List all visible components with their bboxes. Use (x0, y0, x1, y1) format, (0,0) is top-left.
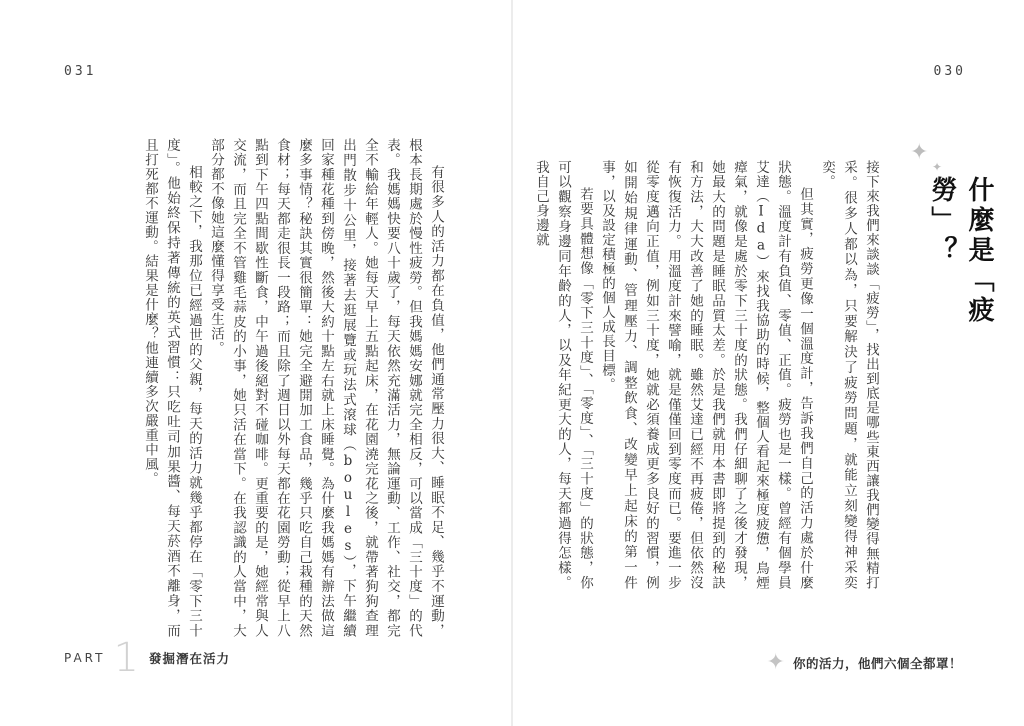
footer-left (64, 635, 230, 681)
chapter-title: 發掘潛在活力 (148, 651, 230, 666)
paragraph: 有很多人的活力都在負值，他們通常壓力很大、睡眠不足、幾乎不運動，根本長期處於慢性疲勞。但我媽媽安娜就完全相反，可以當成「三十度」的代表。我媽媽快要八十歲了，每天依然充滿活力，無論運動、工作、社交，都完全不輸給年輕人。她每天早上五點起床，在花園澆完花之後，就帶著狗狗查理出門散步十公里，接著去逛展覽或玩法式滾球（boules），下午繼續回家種花種到傍晚，然後大約十點左右就上床睡覺。為什麼我媽媽有辦法做這麼多事情？秘訣其實很簡單：她完全避開加工食品，幾乎只吃自己栽種的天然食材；每天都走很長一段路；而且除了週日以外每天都在花園勞動；從早上八點到下午四點間歇性斷食，中午過後絕對不碰咖啡。更重要的是，她經常與人交流，而且完全不管雞毛蒜皮的小事，她只活在當下。在我認識的人當中，大部分都不像她這麼懂得享受生活。 (208, 138, 444, 638)
title-block (910, 140, 994, 396)
part-number: 1 (113, 635, 139, 681)
paragraph: 但其實，疲勞更像一個溫度計，告訴我們自己的活力處於什麼狀態。溫度計有負值、零值、正值。疲勞也是一樣。曾經有個學員艾達（Ida）來找我協助的時候，整個人看起來極度疲憊，鳥煙瘴氣，就像是處於零下三十度的狀態。我們仔細聊了之後才發現，她最大的問題是睡眠品質太差。於是我們就用本書即將提到的秘訣和方法，大大改善了她的睡眠。雖然艾達已經不再疲倦，但依然沒有恢復活力。用溫度計來譬喻，就是僅僅回到零度而已。要進一步從零度邁向正值，例如三十度，她就必須養成更多良好的習慣，例如開始規律運動、管理壓力、調整飲食、改變早上起床的第一件事，以及設定積極的個人成長目標。 (599, 160, 813, 590)
running-title: 你的活力，他們六個全都罩！ (792, 655, 962, 671)
paragraph: 相較之下，我那位已經過世的父親，每天的活力就幾乎都停在「零下三十度」。他始終保持著傳統的英式習慣：只吃吐司加果醬、每天菸酒不離身，而且打死都不運動。結果是什麼？他連續多次嚴重中風。 (142, 138, 202, 638)
sparkle-icon: ✦ (910, 140, 929, 165)
sparkle-icon: ✦ (932, 160, 943, 174)
paragraph: 接下來我們來談談「疲勞」，找出到底是哪些東西讓我們變得無精打采。很多人都以為，只要解決了疲勞問題，就能立刻變得神采奕奕。 (819, 160, 879, 590)
sparkle-icon: ✦ (766, 650, 785, 675)
page-number-right: 030 (933, 64, 966, 79)
page-number-left: 031 (64, 64, 97, 79)
section-title: 什麼是「疲勞」？ (927, 176, 994, 326)
part-label: PART (64, 651, 106, 665)
right-body-text (533, 160, 882, 590)
footer-right (767, 650, 962, 675)
left-body-text (112, 138, 447, 638)
paragraph: 若要具體想像「零下三十度」、「零度」、「三十度」的狀態，你可以觀察身邊同年齡的人，以及年紀更大的人，每天都過得怎樣。我自己身邊就 (533, 160, 593, 590)
